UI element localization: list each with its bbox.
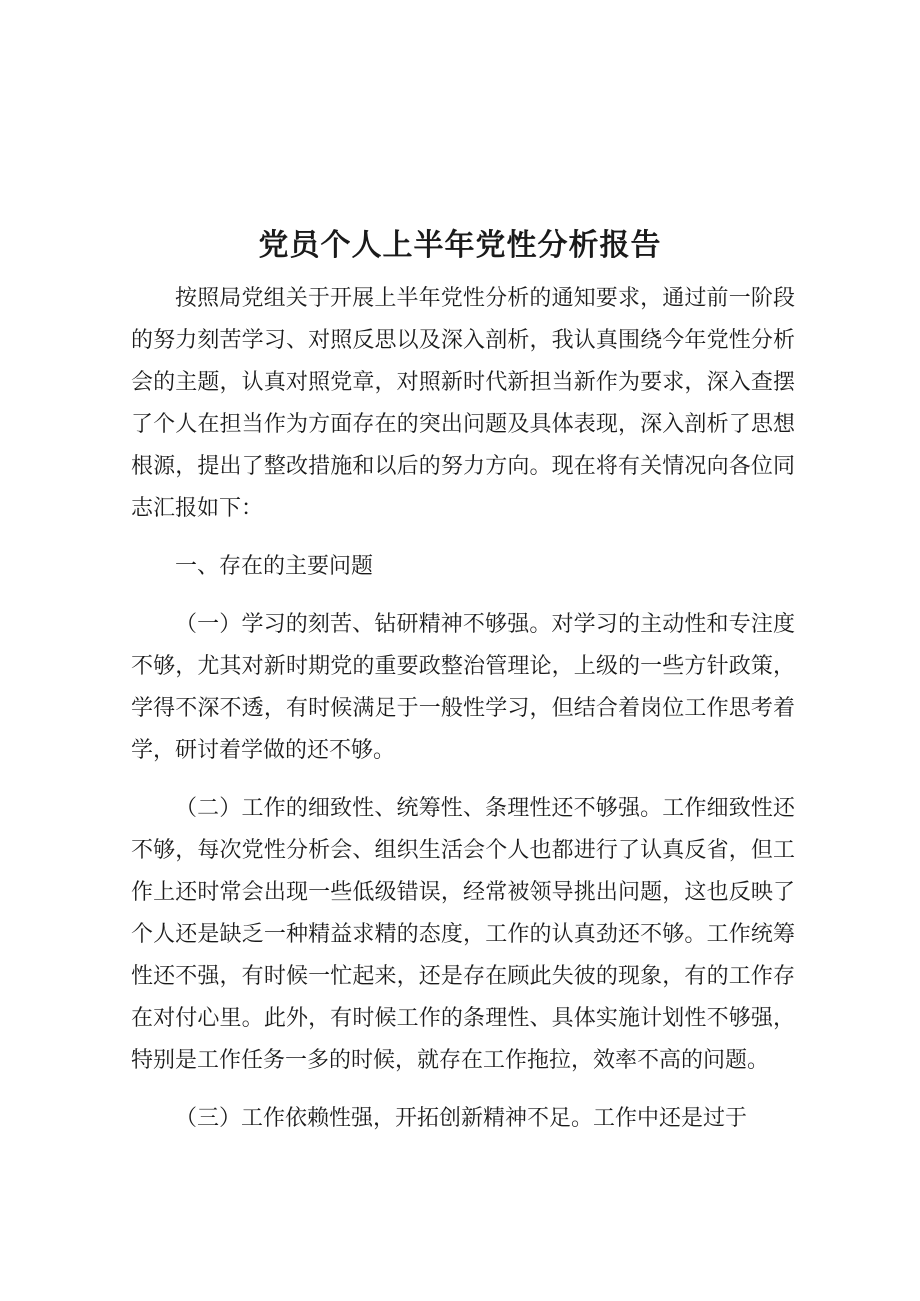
problem-item-3 [131, 1098, 795, 1140]
problem-item-3-lead: （三）工作依赖性强，开拓创新精神不足。 [175, 1106, 594, 1131]
problem-item-2-lead: （二）工作的细致性、统筹性、条理性还不够强。 [175, 796, 663, 821]
problem-item-1-text: 对学习的主动性和专注度不够，尤其对新时期党的重要政整治管理论，上级的一些方针政策，学得不深不透，有时候满足于一般性学习，但结合着岗位工作思考着学，研讨着学做的还不够。 [131, 612, 795, 763]
section-heading: 一、存在的主要问题 [175, 554, 374, 579]
document-title: 党员个人上半年党性分析报告 [258, 228, 662, 263]
problem-item-1-lead: （一）学习的刻苦、钻研精神不够强。 [175, 612, 552, 637]
problem-item-2-text: 工作细致性还不够，每次党性分析会、组织生活会个人也都进行了认真反省，但工作上还时常会出现一些低级错误，经常被领导挑出问题，这也反映了个人还是缺乏一种精益求精的态度，工作的认真劲还不够。工作统筹性还不强，有时候一忙起来，还是存在顾此失彼的现象，有的工作存在对付心里。此外，有时候工作的条理性、具体实施计划性不够强，特别是工作任务一多的时候，就存在工作拖拉，效率不高的问题。 [131, 796, 795, 1073]
document-body [131, 278, 795, 1140]
problem-item-3-text: 工作中还是过于 [593, 1106, 748, 1131]
problem-item-1 [131, 604, 795, 772]
intro-paragraph: 按照局党组关于开展上半年党性分析的通知要求，通过前一阶段的努力刻苦学习、对照反思以及深入剖析，我认真围绕今年党性分析会的主题，认真对照党章，对照新时代新担当新作为要求，深入查摆了个人在担当作为方面存在的突出问题及具体表现，深入剖析了思想根源，提出了整改措施和以后的努力方向。现在将有关情况向各位同志汇报如下： [131, 286, 795, 521]
problem-item-2 [131, 788, 795, 1082]
